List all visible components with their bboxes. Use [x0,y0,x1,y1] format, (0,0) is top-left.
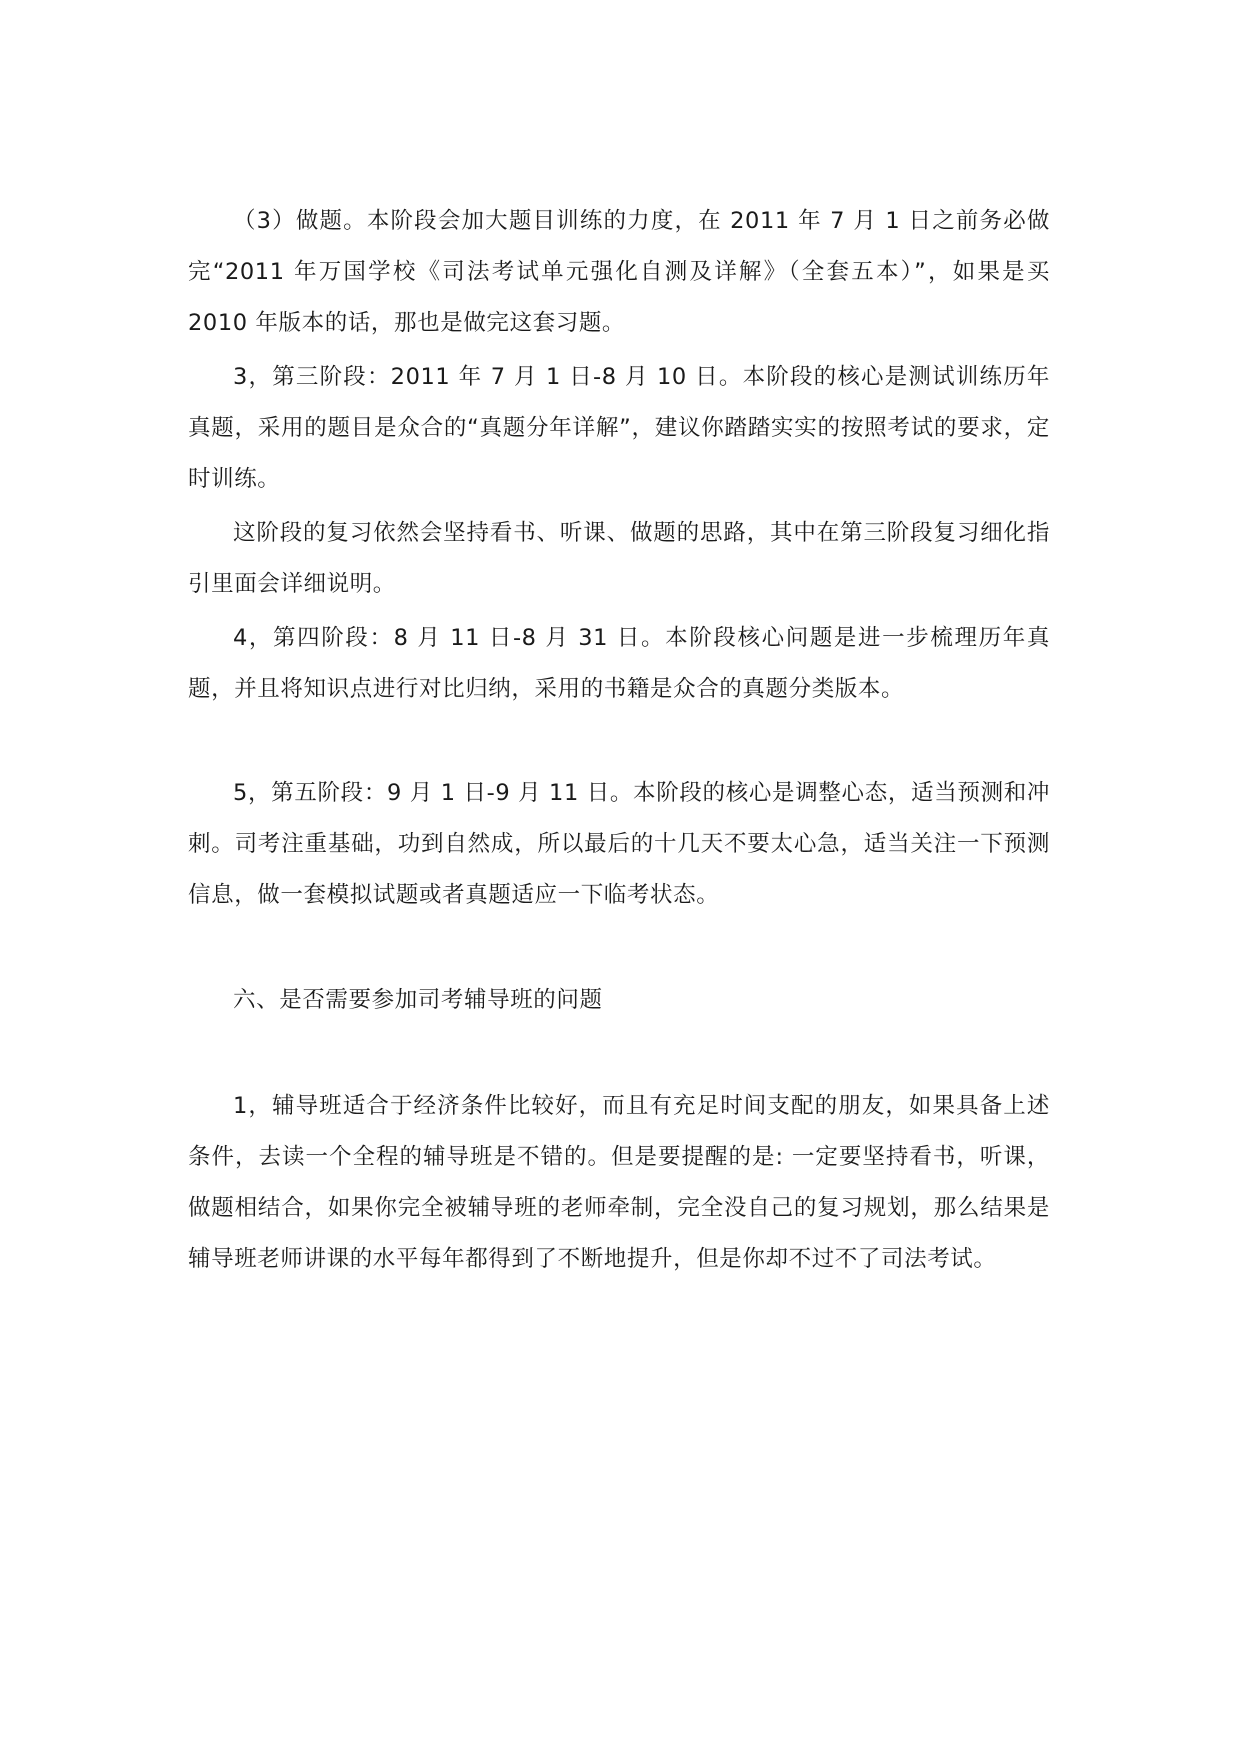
section-heading-tutoring: 六、是否需要参加司考辅导班的问题 [233,987,603,1013]
paragraph-stage-three: 3，第三阶段：2011 年 7 月 1 日-8 月 10 日。本阶段的核心是测试训练历年真题，采用的题目是众合的“真题分年详解”，建议你踏踏实实的按照考试的要求，定时训练。 [188,364,1050,492]
paragraph-stage-three-review: 这阶段的复习依然会坚持看书、听课、做题的思路，其中在第三阶段复习细化指引里面会详细说明。 [188,520,1050,597]
paragraph-stage-five: 5，第五阶段：9 月 1 日-9 月 11 日。本阶段的核心是调整心态，适当预测和冲刺。司考注重基础，功到自然成，所以最后的十几天不要太心急，适当关注一下预测信息，做一套模拟试题或者真题适应一下临考状态。 [188,780,1050,908]
paragraph-do-exercises: （3）做题。本阶段会加大题目训练的力度，在 2011 年 7 月 1 日之前务必做完“2011 年万国学校《司法考试单元强化自测及详解》（全套五本）”，如果是买 2010 年版本的话，那也是做完这套习题。 [188,208,1050,336]
paragraph-tutoring-class: 1，辅导班适合于经济条件比较好，而且有充足时间支配的朋友，如果具备上述条件，去读一个全程的辅导班是不错的。但是要提醒的是: 一定要坚持看书，听课，做题相结合，如果你完全被辅导班的老师牵制，完全没自己的复习规划，那么结果是辅导班老师讲课的水平每年都得到了不断地提升，但是你却不过不了司法考试。 [188,1093,1050,1272]
paragraph-stage-four: 4，第四阶段：8 月 11 日-8 月 31 日。本阶段核心问题是进一步梳理历年真题，并且将知识点进行对比归纳，采用的书籍是众合的真题分类版本。 [188,625,1050,702]
